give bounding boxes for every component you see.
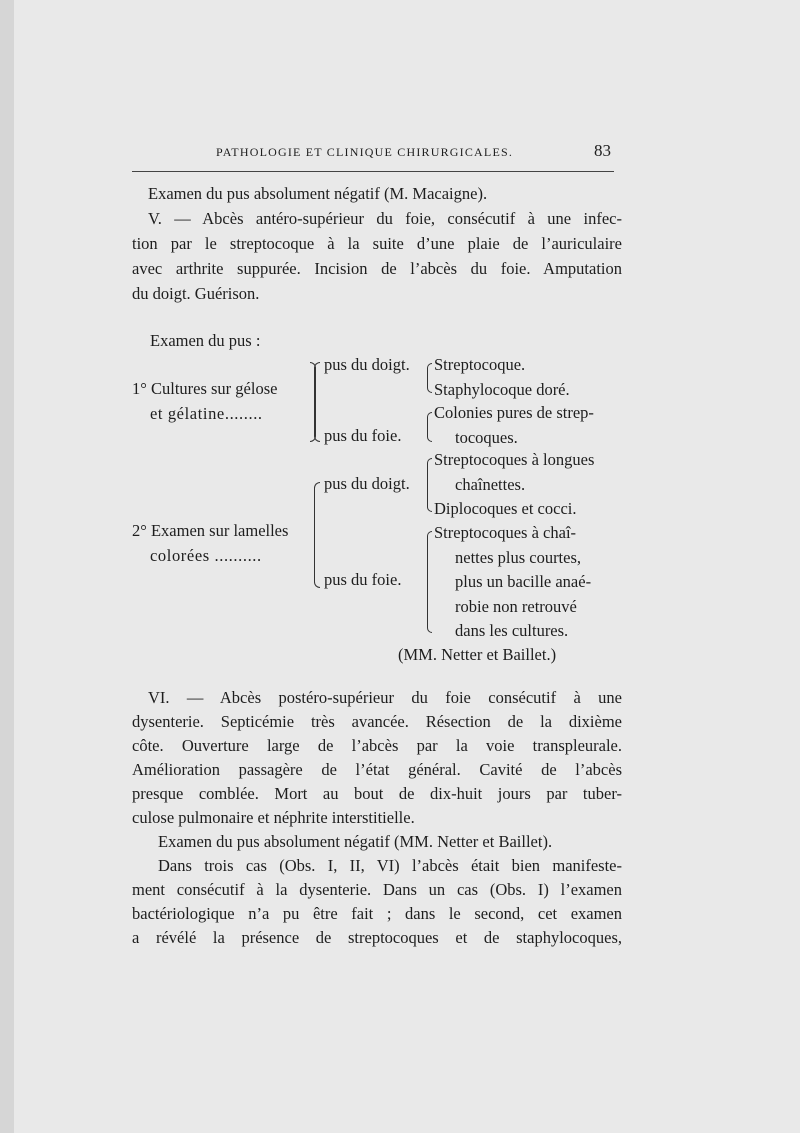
text-line: bactériologique n’a pu être fait ; dans le second, cet examen bbox=[132, 904, 622, 923]
result-line: nettes plus courtes, bbox=[455, 548, 582, 567]
cultures-label-cont: et gélatine........ bbox=[150, 404, 263, 423]
exam-title: Examen du pus : bbox=[150, 331, 261, 350]
cultures-label: 1° Cultures sur gélose bbox=[132, 379, 278, 398]
running-header: PATHOLOGIE ET CLINIQUE CHIRURGICALES. bbox=[216, 145, 514, 159]
cultures-source-brace bbox=[314, 362, 320, 442]
result-line: Streptocoques à longues bbox=[434, 450, 595, 469]
text-line: Amélioration passagère de l’état général. Cavité de l’abcès bbox=[132, 760, 622, 779]
foie-results-brace bbox=[427, 531, 432, 633]
foie-results-brace bbox=[427, 412, 432, 442]
doigt-results-brace bbox=[427, 363, 432, 393]
page bbox=[14, 0, 800, 1133]
lamelles-src-foie: pus du foie. bbox=[324, 570, 402, 589]
result-line: robie non retrouvé bbox=[455, 597, 577, 616]
text-line: culose pulmonaire et néphrite interstitielle. bbox=[132, 808, 415, 827]
lamelles-source-brace bbox=[314, 482, 320, 588]
text-line: V. — Abcès antéro-supérieur du foie, consécutif à une infec- bbox=[148, 209, 622, 228]
text-line: VI. — Abcès postéro-supérieur du foie consécutif à une bbox=[148, 688, 622, 707]
lamelles-src-doigt: pus du doigt. bbox=[324, 474, 410, 493]
text-line: côte. Ouverture large de l’abcès par la voie transpleurale. bbox=[132, 736, 622, 755]
text-line: du doigt. Guérison. bbox=[132, 284, 260, 303]
text-line: tion par le streptocoque à la suite d’une plaie de l’auriculaire bbox=[132, 234, 622, 253]
result-line: Streptocoque. bbox=[434, 355, 526, 374]
header-rule bbox=[132, 171, 614, 172]
result-line: plus un bacille anaé- bbox=[455, 572, 592, 591]
result-line: chaînettes. bbox=[455, 475, 526, 494]
result-line: Staphylocoque doré. bbox=[434, 380, 570, 399]
text-line: ment consécutif à la dysenterie. Dans un cas (Obs. I) l’examen bbox=[132, 880, 622, 899]
attribution: (MM. Netter et Baillet.) bbox=[398, 645, 557, 664]
doigt-results-brace bbox=[427, 458, 432, 512]
lamelles-label: 2° Examen sur lamelles bbox=[132, 521, 289, 540]
result-line: Streptocoques à chaî- bbox=[434, 523, 577, 542]
text-line: dysenterie. Septicémie très avancée. Résection de la dixième bbox=[132, 712, 622, 731]
cultures-src-doigt: pus du doigt. bbox=[324, 355, 410, 374]
text-line: Dans trois cas (Obs. I, II, VI) l’abcès était bien manifeste- bbox=[158, 856, 622, 875]
page-number: 83 bbox=[594, 141, 611, 160]
result-line: Diplocoques et cocci. bbox=[434, 499, 577, 518]
text-line: avec arthrite suppurée. Incision de l’abcès du foie. Amputation bbox=[132, 259, 622, 278]
result-line: Colonies pures de strep- bbox=[434, 403, 594, 422]
text-line: Examen du pus absolument négatif (M. Macaigne). bbox=[148, 184, 488, 203]
result-line: dans les cultures. bbox=[455, 621, 569, 640]
text-line: presque comblée. Mort au bout de dix-huit jours par tuber- bbox=[132, 784, 622, 803]
cultures-src-foie: pus du foie. bbox=[324, 426, 402, 445]
result-line: tocoques. bbox=[455, 428, 518, 447]
lamelles-label-cont: colorées .......... bbox=[150, 546, 262, 565]
text-line: a révélé la présence de streptocoques et de staphylocoques, bbox=[132, 928, 622, 947]
text-line: Examen du pus absolument négatif (MM. Netter et Baillet). bbox=[158, 832, 553, 851]
